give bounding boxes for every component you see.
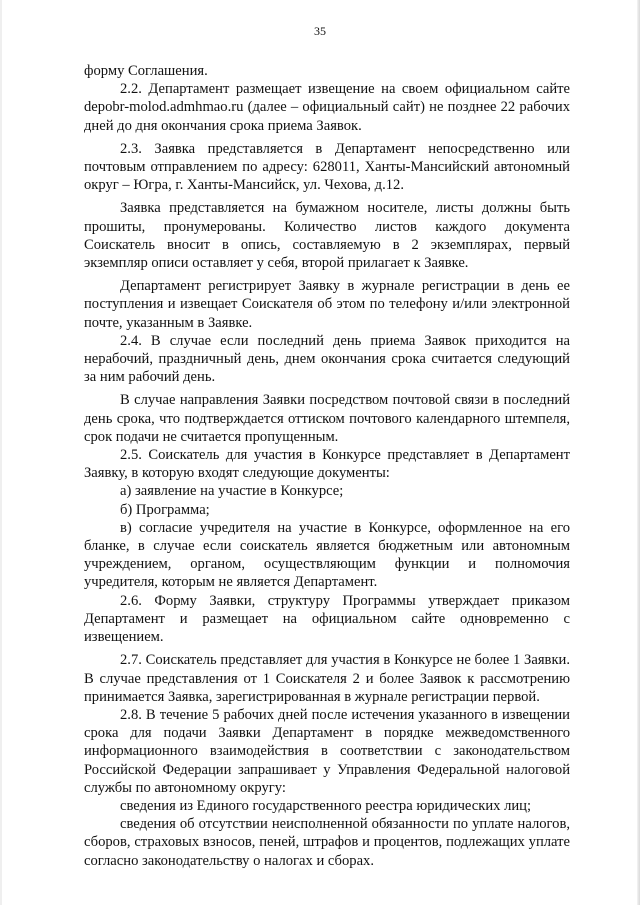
scan-edge-left: [0, 0, 2, 905]
paragraph-2-4: 2.4. В случае если последний день приема Заявок приходится на нерабочий, праздничный день, днем окончания срока считается следующий за ним рабочий день.: [84, 332, 570, 386]
paragraph-2-2: 2.2. Департамент размещает извещение на своем официальном сайте depobr-molod.admhmao.ru (далее – официальный сайт) не позднее 22 рабочих дней до дня окончания срока приема Заявок.: [84, 81, 570, 134]
paragraph-2-3: 2.3. Заявка представляется в Департамент непосредственно или почтовым отправлением по адресу: 628011, Ханты-Мансийский автономный округ – Югра, г. Ханты-Мансийск, ул. Чехова, д.12.: [84, 140, 570, 194]
document-body: [84, 62, 570, 870]
list-item-c: в) согласие учредителя на участие в Конкурсе, оформленное на его бланке, в случае если соискатель является бюджетным или автономным учреждением, органом, осуществляющим функции и полномочия учредителя, которым не является Департамент.: [84, 519, 570, 591]
paragraph-tax-obligations: сведения об отсутствии неисполненной обязанности по уплате налогов, сборов, страховых взносов, пеней, штрафов и процентов, подлежащих уплате согласно законодательству о налогах и сборах.: [84, 816, 570, 869]
paragraph-egrul: сведения из Единого государственного реестра юридических лиц;: [120, 797, 532, 814]
page-number: 35: [314, 24, 326, 38]
paragraph-registration: Департамент регистрирует Заявку в журнале регистрации в день ее поступления и извещает Соискателя об этом по телефону и/или электронной почте, указанным в Заявке.: [84, 278, 570, 331]
paragraph-application-format: Заявка представляется на бумажном носителе, листы должны быть прошиты, пронумерованы. Количество листов каждого документа Соискатель вносит в опись, составляемую в 2 экземплярах, первый экземпляр описи оставляет у себя, второй прилагает к Заявке.: [84, 200, 570, 272]
paragraph-2-6: 2.6. Форму Заявки, структуру Программы утверждает приказом Департамент и размещает на официальном сайте одновременно с извещением.: [84, 592, 570, 646]
paragraph-continuation: форму Соглашения.: [84, 63, 208, 79]
paragraph-2-7: 2.7. Соискатель представляет для участия в Конкурсе не более 1 Заявки. В случае представления от 1 Соискателя 2 и более Заявок к рассмотрению принимается Заявка, зарегистрированная в журнале регистрации первой.: [84, 652, 570, 705]
list-item-b: б) Программа;: [120, 501, 210, 518]
paragraph-2-5: 2.5. Соискатель для участия в Конкурсе представляет в Департамент Заявку, в которую входят следующие документы:: [84, 447, 570, 482]
paragraph-postal: В случае направления Заявки посредством почтовой связи в последний день срока, что подтверждается оттиском почтового календарного штемпеля, срок подачи не считается пропущенным.: [84, 392, 570, 445]
paragraph-2-8: 2.8. В течение 5 рабочих дней после истечения указанного в извещении срока для подачи Заявки Департамент в порядке межведомственного информационного взаимодействия в соответствии с законодательством Российской Федерации запрашивает у Управления Федеральной налоговой службы по автономному округу:: [84, 706, 570, 796]
list-item-a: а) заявление на участие в Конкурсе;: [120, 483, 344, 500]
